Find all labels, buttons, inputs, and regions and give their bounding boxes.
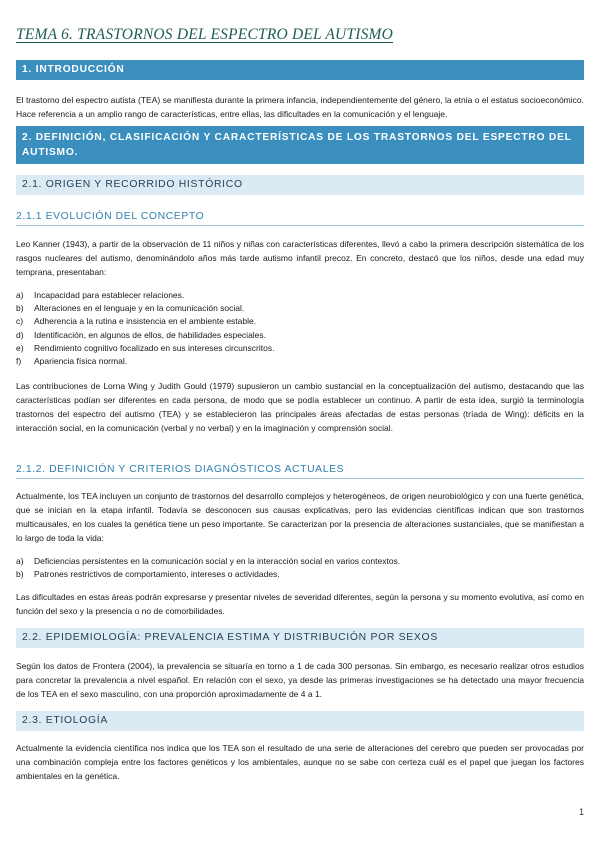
subsection-heading-origen: 2.1. ORIGEN Y RECORRIDO HISTÓRICO <box>16 175 584 195</box>
subsection-heading-etiologia: 2.3. ETIOLOGÍA <box>16 711 584 731</box>
subsection-heading-criterios: 2.1.2. DEFINICIÓN Y CRITERIOS DIAGNÓSTICOS ACTUALES <box>16 462 584 479</box>
list-item: d) Identificación, en algunos de ellos, de habilidades especiales. <box>16 329 267 340</box>
paragraph-wing-gould: Las contribuciones de Lorna Wing y Judith Gould (1979) supusieron un cambio sustancial en la conceptualización del autismo, destacando que las características podían ser diferentes en cada persona, de modo que se podía establecer un continuo. A partir de esta idea, surgió la terminología trastornos del espectro del autismo (TEA) y se establecieron las principales áreas afectadas de estas personas (tríada de Wing): déficits en la interacción social, en la comunicación (verbal y no verbal) y en la imaginación y comprensión social. <box>16 381 584 433</box>
paragraph-introduccion: El trastorno del espectro autista (TEA) se manifiesta durante la primera infancia, independientemente del género, la etnia o el estatus socioeconómico. Hace referencia a un amplio rango de características, entre ellas, las dificultades en la comunicación y el lenguaje. <box>16 95 584 119</box>
list-item: b) Alteraciones en el lenguaje y en la comunicación social. <box>16 303 245 314</box>
section-heading-definicion: 2. DEFINICIÓN, CLASIFICACIÓN Y CARACTERÍSTICAS DE LOS TRASTORNOS DEL ESPECTRO DEL AUTISMO. <box>16 126 584 164</box>
paragraph-severidad: Las dificultades en estas áreas podrán expresarse y presentar niveles de severidad diferentes, según la persona y su momento evolutiva, así como en función del sexo y la presencia o no de comorbilidades. <box>16 592 584 616</box>
list-item: e) Rendimiento cognitivo focalizado en sus intereses circunscritos. <box>16 342 275 353</box>
subsection-heading-evolucion: 2.1.1 EVOLUCIÓN DEL CONCEPTO <box>16 209 584 226</box>
kanner-list <box>16 289 584 368</box>
paragraph-epidemiologia: Según los datos de Frontera (2004), la prevalencia se situaría en torno a 1 de cada 300 personas. Sin embargo, es necesario realizar otros estudios para concretar la prevalencia a nivel español. En relación con el sexo, ya desde las primeras investigaciones se ha detectado una mayor frecuencia de los TEA en el sexo masculino, con una proporción aproximadamente de 4 a 1. <box>16 661 584 699</box>
paragraph-kanner: Leo Kanner (1943), a partir de la observación de 11 niños y niñas con características diferentes, llevó a cabo la primera descripción sistemática de los rasgos nucleares del autismo, denominándolo años más tarde autismo infantil precoz. En concreto, destacó que los niños, desde una edad muy temprana, presentaban: <box>16 239 584 277</box>
list-item: f) Apariencia física normal. <box>16 356 128 367</box>
page-number: 1 <box>578 807 584 817</box>
list-item: c) Adherencia a la rutina e insistencia en el ambiente estable. <box>16 316 257 327</box>
document-title: TEMA 6. TRASTORNOS DEL ESPECTRO DEL AUTISMO <box>16 26 394 43</box>
paragraph-tea-actual: Actualmente, los TEA incluyen un conjunto de trastornos del desarrollo complejos y heterogéneos, de origen neurobiológico y con una fuerte genética, que se inician en la etapa infantil. Todavía se desconocen sus causas explicativas, pero las evidencias científicas indican que son trastornos multicausales, en los cuales la genética tiene un peso importante. Se caracterizan por la presencia de alteraciones sustanciales, que se manifiestan a lo largo de toda la vida: <box>16 491 584 543</box>
subsection-heading-epidemiologia: 2.2. EPIDEMIOLOGÍA: PREVALENCIA ESTIMA Y DISTRIBUCIÓN POR SEXOS <box>16 628 584 648</box>
list-item: a) Incapacidad para establecer relaciones. <box>16 290 185 300</box>
section-heading-introduccion: 1. INTRODUCCIÓN <box>16 60 584 80</box>
list-item: b) Patrones restrictivos de comportamiento, intereses o actividades. <box>16 569 280 580</box>
criterios-list <box>16 555 584 581</box>
paragraph-etiologia: Actualmente la evidencia científica nos indica que los TEA son el resultado de una serie de alteraciones del cerebro que pueden ser provocadas por una combinación compleja entre los factores genéticos y los ambientales, aunque no se sabe con certeza cuál es el papel que juegan los factores ambientales en la genética. <box>16 743 584 781</box>
list-item: a) Deficiencias persistentes en la comunicación social y en la interacción social en varios contextos. <box>16 556 401 566</box>
